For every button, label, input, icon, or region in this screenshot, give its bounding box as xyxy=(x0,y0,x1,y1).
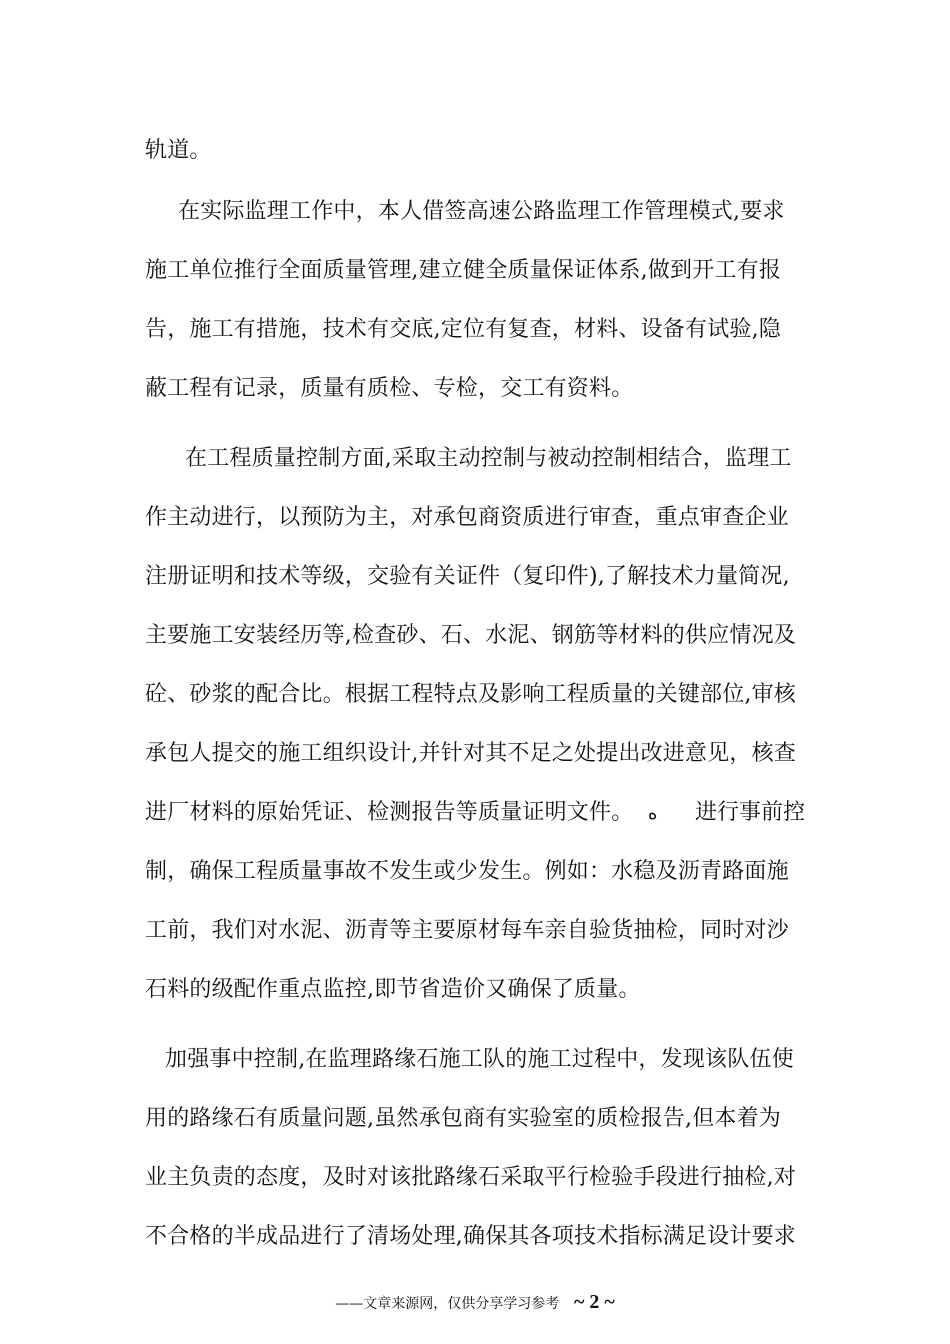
text-line: 告，施工有措施，技术有交底,定位有复查，材料、设备有试验,隐 xyxy=(145,317,781,342)
text-line: 在工程质量控制方面,采取主动控制与被动控制相结合，监理工 xyxy=(185,446,792,471)
text-line: 用的路缘石有质量问题,虽然承包商有实验室的质检报告,但本着为 xyxy=(145,1106,781,1131)
page-number: ~ 2 ~ xyxy=(573,1291,615,1313)
text-line: 蔽工程有记录，质量有质检、专检，交工有资料。 xyxy=(145,376,634,401)
text-line: 注册证明和技术等级，交验有关证件（复印件),了解技术力量简况, xyxy=(145,564,790,589)
text-line: 主要施工安装经历等,检查砂、石、水泥、钢筋等材料的供应情况及 xyxy=(145,623,796,648)
text-line: 加强事中控制,在监理路缘石施工队的施工过程中，发现该队伍使 xyxy=(165,1047,794,1072)
text-line: 业主负责的态度，及时对该批路缘石采取平行检验手段进行抽检,对 xyxy=(145,1165,796,1190)
footer-source: ——文章来源网，仅供分享学习参考 xyxy=(335,1296,560,1312)
text-line: 制，确保工程质量事故不发生或少发生。例如：水稳及沥青路面施 xyxy=(145,859,789,884)
stray-mark: ه xyxy=(648,803,658,824)
text-line-continuation: 进行事前控 xyxy=(695,800,806,825)
page-footer xyxy=(0,1290,950,1316)
text-line: 进厂材料的原始凭证、检测报告等质量证明文件。 xyxy=(145,800,634,825)
text-line: 承包人提交的施工组织设计,并针对其不足之处提出改进意见，核查 xyxy=(145,741,796,766)
text-line: 工前，我们对水泥、沥青等主要原材每车亲自验货抽检，同时对沙 xyxy=(145,918,789,943)
text-line: 砼、砂浆的配合比。根据工程特点及影响工程质量的关键部位,审核 xyxy=(145,682,796,707)
text-line: 石料的级配作重点监控,即节省造价又确保了质量。 xyxy=(145,977,641,1002)
text-line: 不合格的半成品进行了清场处理,确保其各项技术指标满足设计要求 xyxy=(145,1224,796,1249)
text-line: 在实际监理工作中，本人借签高速公路监理工作管理模式,要求 xyxy=(178,199,785,224)
text-line: 作主动进行，以预防为主，对承包商资质进行审查，重点审查企业 xyxy=(145,505,789,530)
text-line: 施工单位推行全面质量管理,建立健全质量保证体系,做到开工有报 xyxy=(145,258,781,283)
text-line: 轨道。 xyxy=(145,138,212,163)
